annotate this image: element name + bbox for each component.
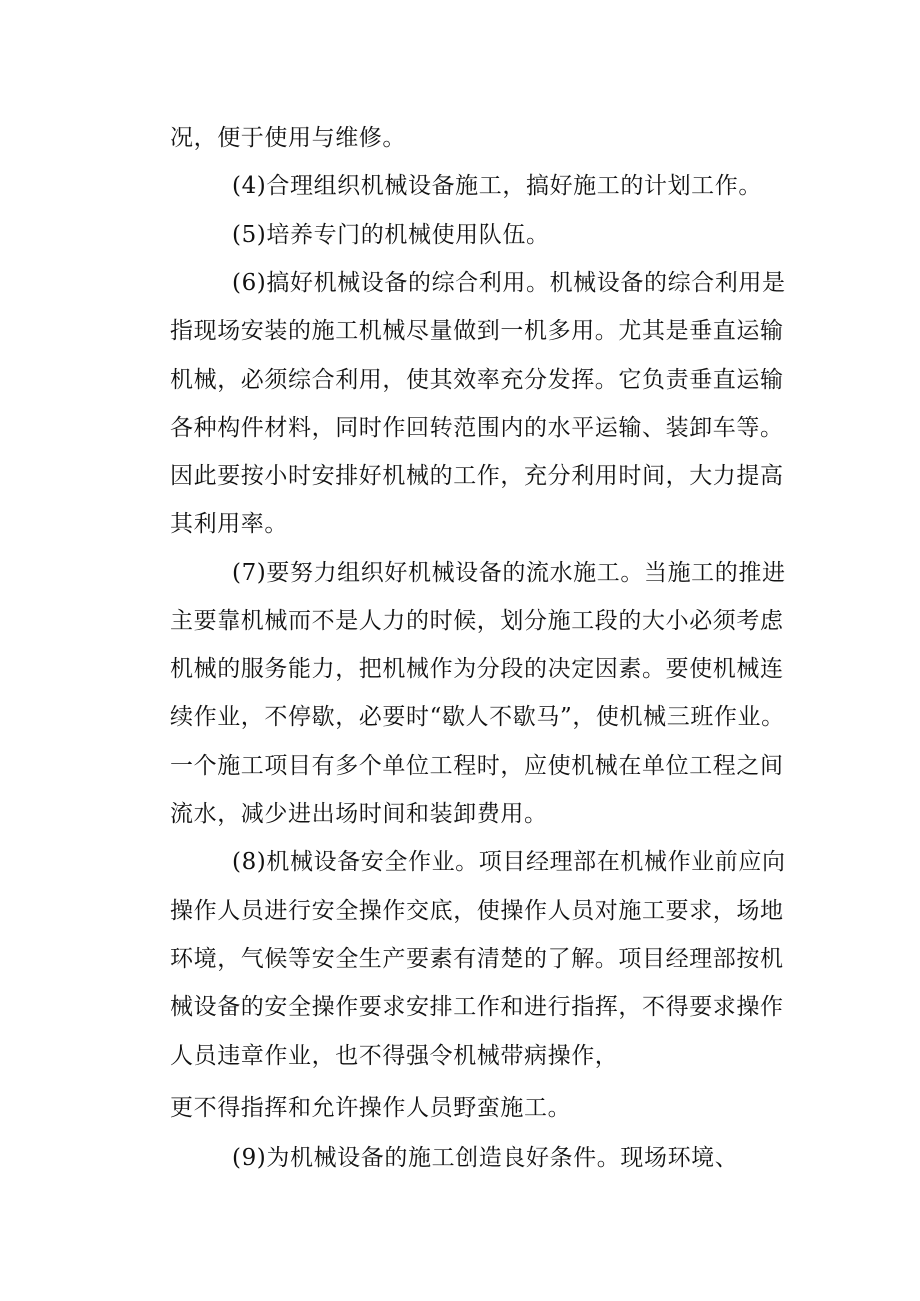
text-line: 指现场安装的施工机械尽量做到一机多用。尤其是垂直运输: [170, 318, 784, 344]
text-line: 机械的服务能力，把机械作为分段的决定因素。要使机械连: [170, 656, 784, 682]
text-line: 况，便于使用与维修。: [170, 125, 406, 151]
text-line: 人员违章作业，也不得强令机械带病操作，: [170, 1043, 619, 1069]
text-line: (5)培养专门的机械使用队伍。: [232, 222, 550, 248]
text-line: 机械，必须综合利用，使其效率充分发挥。它负责垂直运输: [170, 367, 784, 393]
text-line: 更不得指挥和允许操作人员野蛮施工。: [170, 1095, 572, 1121]
text-line: (8)机械设备安全作业。项目经理部在机械作业前应向: [232, 849, 786, 875]
text-line: 续作业，不停歇，必要时“歇人不歇马”，使机械三班作业。: [170, 704, 785, 730]
text-line: (6)搞好机械设备的综合利用。机械设备的综合利用是: [232, 270, 786, 296]
text-line: 械设备的安全操作要求安排工作和进行指挥，不得要求操作: [170, 994, 784, 1020]
text-line: (7)要努力组织好机械设备的流水施工。当施工的推进: [232, 560, 786, 586]
text-line: 主要靠机械而不是人力的时候，划分施工段的大小必须考虑: [170, 608, 784, 634]
text-line: 其利用率。: [170, 511, 288, 537]
text-line: 各种构件材料，同时作回转范围内的水平运输、装卸车等。: [170, 415, 784, 441]
text-line: (9)为机械设备的施工创造良好条件。现场环境、: [232, 1145, 739, 1171]
text-line: 一个施工项目有多个单位工程时，应使机械在单位工程之间: [170, 753, 784, 779]
text-line: 因此要按小时安排好机械的工作，充分利用时间，大力提高: [170, 463, 784, 489]
text-line: 操作人员进行安全操作交底，使操作人员对施工要求，场地: [170, 898, 784, 924]
text-line: (4)合理组织机械设备施工，搞好施工的计划工作。: [232, 173, 762, 199]
text-line: 环境，气候等安全生产要素有清楚的了解。项目经理部按机: [170, 946, 784, 972]
text-line: 流水，减少进出场时间和装卸费用。: [170, 801, 548, 827]
